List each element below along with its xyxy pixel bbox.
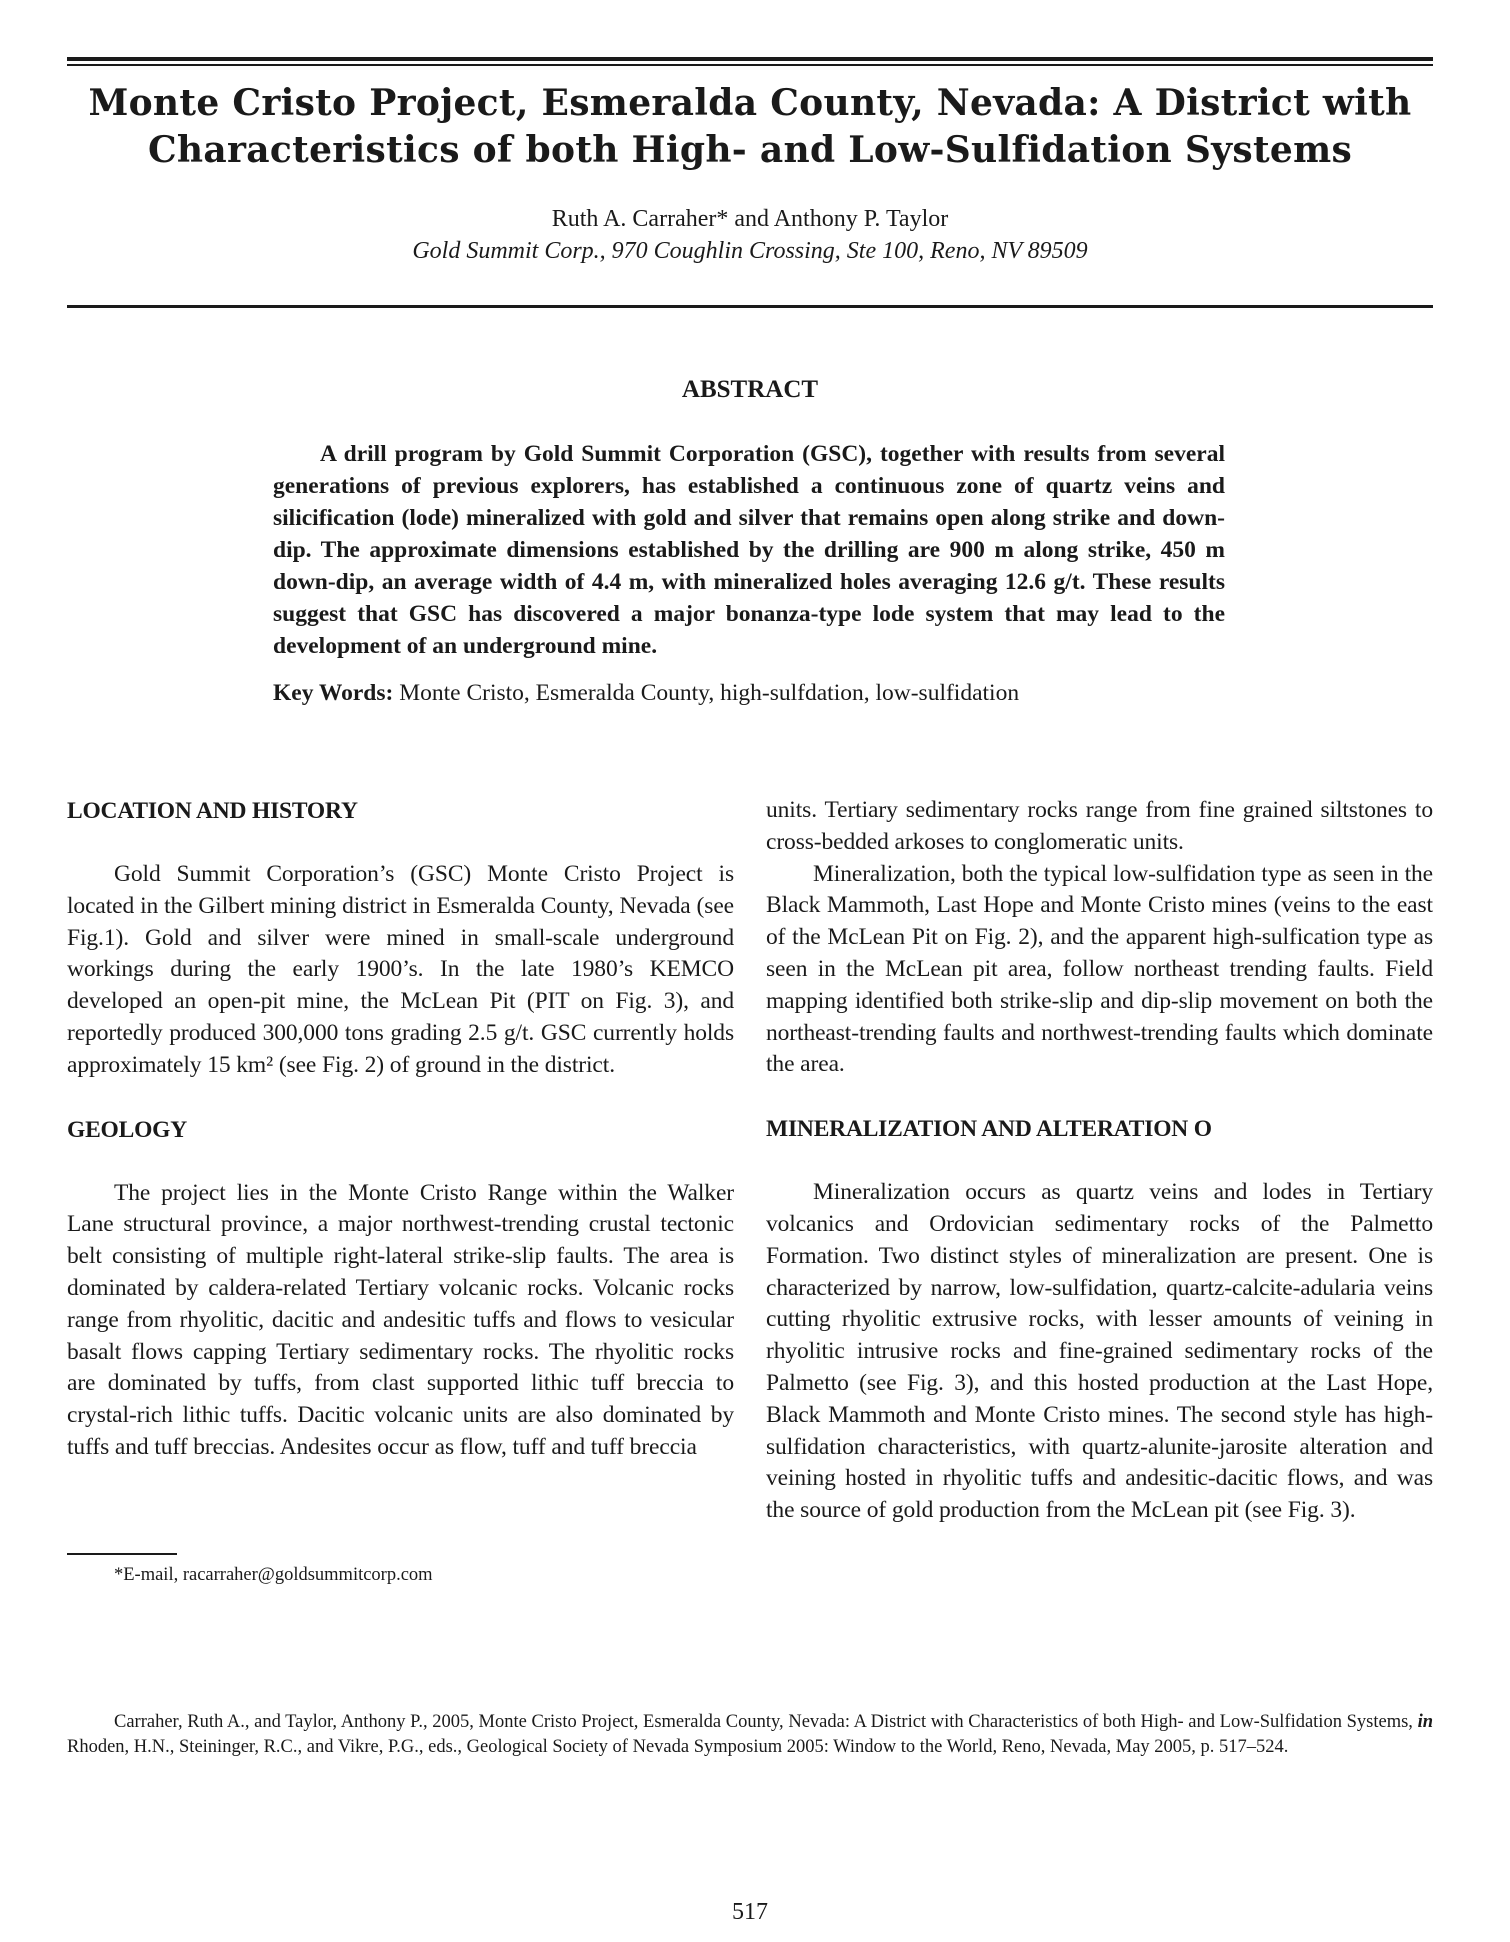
- section-heading-location: LOCATION AND HISTORY: [67, 798, 358, 824]
- authors: Ruth A. Carraher* and Anthony P. Taylor: [551, 206, 949, 232]
- section-heading-mineralization: MINERALIZATION AND ALTERATION O: [766, 1116, 1212, 1143]
- footnote: *E-mail, racarraher@goldsummitcorp.com: [114, 1565, 433, 1585]
- section-heading-geology: GEOLOGY: [67, 1116, 188, 1143]
- citation-in: in: [1417, 1712, 1433, 1732]
- affiliation: Gold Summit Corp., 970 Coughlin Crossing, Ste 100, Reno, NV 89509: [412, 238, 1088, 264]
- header-bottom-rule: [67, 305, 1433, 308]
- footnote-rule: [67, 1553, 177, 1555]
- citation-part-1: Carraher, Ruth A., and Taylor, Anthony P., 2005, Monte Cristo Project, Esmeralda County, Nevada: A District with Characteristics of both High- and Low-Sulfidation Systems,: [114, 1712, 1413, 1732]
- top-rule-2: [67, 64, 1433, 66]
- citation-part-2: Rhoden, H.N., Steininger, R.C., and Vikre, P.G., eds., Geological Society of Nevada Symposium 2005: Window to the World, Reno, Nevada, May 2005, p. 517–524.: [67, 1737, 1289, 1757]
- paper-title: Monte Cristo Project, Esmeralda County, Nevada: A District with Characteristics of both High- and Low-Sulfidation Systems: [88, 82, 1412, 171]
- top-rule-1: [67, 57, 1433, 61]
- keywords: [273, 677, 1225, 709]
- geology-paragraph-2: Mineralization, both the typical low-sulfidation type as seen in the Black Mammoth, Last Hope and Monte Cristo mines (veins to the east of the McLean Pit on Fig. 2), and the apparent high-sulfication type as seen in the McLean pit area, follow northeast trending faults. Field mapping identified both strike-slip and dip-slip movement on both the northeast-trending faults and northwest-trending faults which dominate the area.: [766, 860, 1433, 1078]
- right-column: [766, 795, 1433, 1527]
- geology-paragraph-1: The project lies in the Monte Cristo Range within the Walker Lane structural province, a major northwest-trending crustal tectonic belt consisting of multiple right-lateral strike-slip faults. The area is dominated by caldera-related Tertiary volcanic rocks. Volcanic rocks range from rhyolitic, dacitic and andesitic tuffs and flows to vesicular basalt flows capping Tertiary sedimentary rocks. The rhyolitic rocks are dominated by tuffs, from clast supported lithic tuff breccia to crystal-rich lithic tuffs. Dacitic volcanic units are also dominated by tuffs and tuff breccias. Andesites occur as flow, tuff and tuff breccia: [67, 1179, 734, 1460]
- abstract-heading: ABSTRACT: [681, 376, 819, 403]
- mineralization-paragraph: Mineralization occurs as quartz veins and lodes in Tertiary volcanics and Ordovician sedimentary rocks of the Palmetto Formation. Two distinct styles of mineralization are present. One is characterized by narrow, low-sulfidation, quartz-calcite-adularia veins cutting rhyolitic extrusive rocks, with lesser amounts of veining in rhyolitic intrusive rocks and fine-grained sedimentary rocks of the Palmetto (see Fig. 3), and this hosted production at the Last Hope, Black Mammoth and Monte Cristo mines. The second style has high-sulfidation characteristics, with quartz-alunite-jarosite alteration and veining hosted in rhyolitic tuffs and andesitic-dacitic flows, and was the source of gold production from the McLean pit (see Fig. 3).: [766, 1179, 1433, 1524]
- page-number: 517: [732, 1899, 768, 1925]
- geology-paragraph-1-continued: units. Tertiary sedimentary rocks range from fine grained siltstones to cross-bedded arkoses to conglomeratic units.: [766, 797, 1433, 855]
- keywords-label: Key Words:: [273, 680, 394, 706]
- left-column: [67, 795, 734, 1464]
- keywords-text: Monte Cristo, Esmeralda County, high-sulfdation, low-sulfidation: [399, 680, 1020, 706]
- abstract-body: A drill program by Gold Summit Corporation (GSC), together with results from several generations of previous explorers, has established a continuous zone of quartz veins and silicification (lode) mineralized with gold and silver that remains open along strike and down-dip. The approximate dimensions established by the drilling are 900 m along strike, 450 m down-dip, an average width of 4.4 m, with mineralized holes averaging 12.6 g/t. These results suggest that GSC has discovered a major bonanza-type lode system that may lead to the development of an underground mine.: [273, 441, 1225, 659]
- citation: [67, 1710, 1433, 1760]
- location-paragraph: Gold Summit Corporation’s (GSC) Monte Cristo Project is located in the Gilbert mining district in Esmeralda County, Nevada (see Fig.1). Gold and silver were mined in small-scale underground workings during the early 1900’s. In the late 1980’s KEMCO developed an open-pit mine, the McLean Pit (PIT on Fig. 3), and reportedly produced 300,000 tons grading 2.5 g/t. GSC currently holds approximately 15 km² (see Fig. 2) of ground in the district.: [67, 861, 734, 1078]
